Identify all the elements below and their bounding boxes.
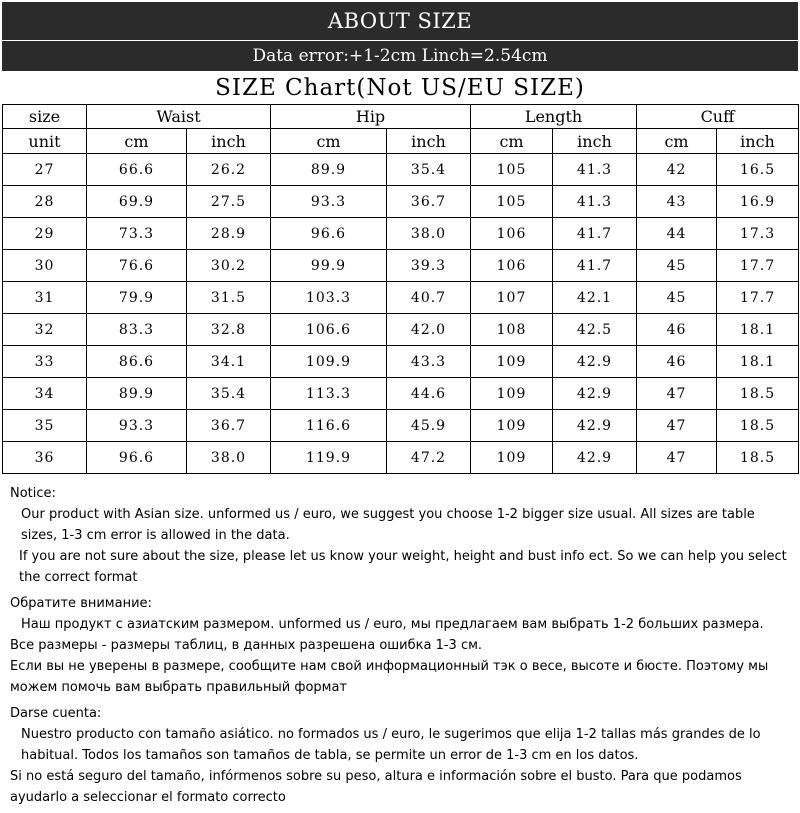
cuff-cm-cell: 45	[637, 250, 717, 282]
page-title: ABOUT SIZE	[2, 2, 798, 40]
length-inch-cell: 42.9	[553, 442, 637, 474]
length-cm-cell: 108	[471, 314, 553, 346]
table-row	[3, 410, 799, 442]
table-row	[3, 378, 799, 410]
hip-inch-cell: 47.2	[387, 442, 471, 474]
hip-cm-cell: 99.9	[271, 250, 387, 282]
size-cell: 27	[3, 154, 87, 186]
size-cell: 34	[3, 378, 87, 410]
hip-cm-cell: 93.3	[271, 186, 387, 218]
waist-inch-cell: 34.1	[187, 346, 271, 378]
length-inch-cell: 42.5	[553, 314, 637, 346]
waist-inch-cell: 30.2	[187, 250, 271, 282]
length-header: Length	[471, 105, 637, 129]
length-cm-cell: 109	[471, 378, 553, 410]
cuff-inch-cell: 18.5	[717, 410, 799, 442]
size-table	[2, 104, 799, 474]
data-error-note: Data error:+1-2cm Linch=2.54cm	[2, 40, 798, 71]
size-cell: 32	[3, 314, 87, 346]
unit-cell: cm	[271, 129, 387, 154]
hip-inch-cell: 42.0	[387, 314, 471, 346]
notice-heading: Darse cuenta:	[10, 706, 102, 721]
table-row	[3, 314, 799, 346]
cuff-header: Cuff	[637, 105, 799, 129]
waist-header: Waist	[87, 105, 271, 129]
waist-cm-cell: 66.6	[87, 154, 187, 186]
cuff-inch-cell: 18.1	[717, 346, 799, 378]
unit-cell: cm	[471, 129, 553, 154]
table-row	[3, 218, 799, 250]
cuff-inch-cell: 17.7	[717, 282, 799, 314]
waist-cm-cell: 76.6	[87, 250, 187, 282]
unit-cell: inch	[387, 129, 471, 154]
waist-cm-cell: 73.3	[87, 218, 187, 250]
waist-cm-cell: 86.6	[87, 346, 187, 378]
table-row	[3, 154, 799, 186]
notice-paragraph: Our product with Asian size. unformed us / euro, we suggest you choose 1-2 bigger size usual. All sizes are table sizes, 1-3 cm error is allowed in the data.	[21, 507, 755, 543]
table-row	[3, 442, 799, 474]
hip-inch-cell: 45.9	[387, 410, 471, 442]
cuff-inch-cell: 18.5	[717, 378, 799, 410]
cuff-inch-cell: 18.5	[717, 442, 799, 474]
waist-cm-cell: 69.9	[87, 186, 187, 218]
waist-inch-cell: 26.2	[187, 154, 271, 186]
size-cell: 29	[3, 218, 87, 250]
length-cm-cell: 107	[471, 282, 553, 314]
notice-russian	[10, 593, 795, 698]
table-row	[3, 346, 799, 378]
cuff-inch-cell: 17.3	[717, 218, 799, 250]
table-row	[3, 186, 799, 218]
waist-cm-cell: 96.6	[87, 442, 187, 474]
size-header: size	[3, 105, 87, 129]
waist-inch-cell: 28.9	[187, 218, 271, 250]
cuff-cm-cell: 47	[637, 442, 717, 474]
waist-inch-cell: 32.8	[187, 314, 271, 346]
cuff-cm-cell: 46	[637, 346, 717, 378]
notice-paragraph: Si no está seguro del tamaño, infórmenos sobre su peso, altura e información sobre el busto. Para que podamos ayudarlo a seleccionar el formato correcto	[10, 769, 742, 805]
cuff-cm-cell: 47	[637, 378, 717, 410]
hip-cm-cell: 116.6	[271, 410, 387, 442]
waist-cm-cell: 93.3	[87, 410, 187, 442]
notice-paragraph: Nuestro producto con tamaño asiático. no formados us / euro, le sugerimos que elija 1-2 tallas más grandes de lo habitual. Todos los tamaños son tamaños de tabla, se permite un error de 1-3 cm en los datos.	[21, 727, 761, 763]
length-inch-cell: 41.3	[553, 186, 637, 218]
cuff-cm-cell: 44	[637, 218, 717, 250]
hip-cm-cell: 113.3	[271, 378, 387, 410]
unit-cell: inch	[717, 129, 799, 154]
cuff-inch-cell: 16.5	[717, 154, 799, 186]
hip-inch-cell: 38.0	[387, 218, 471, 250]
notes-section	[10, 483, 795, 813]
cuff-cm-cell: 46	[637, 314, 717, 346]
length-inch-cell: 41.3	[553, 154, 637, 186]
notice-paragraph: If you are not sure about the size, please let us know your weight, height and bust info ect. So we can help you select the correct format	[19, 549, 787, 585]
length-cm-cell: 106	[471, 250, 553, 282]
waist-inch-cell: 31.5	[187, 282, 271, 314]
unit-cell: cm	[637, 129, 717, 154]
hip-cm-cell: 106.6	[271, 314, 387, 346]
notice-paragraph: Если вы не уверены в размере, сообщите нам свой информационный тэк о весе, высоте и бюсте. Поэтому мы можем помочь вам выбрать правильный формат	[10, 659, 769, 695]
size-cell: 30	[3, 250, 87, 282]
cuff-inch-cell: 18.1	[717, 314, 799, 346]
length-cm-cell: 105	[471, 186, 553, 218]
length-cm-cell: 109	[471, 442, 553, 474]
hip-inch-cell: 43.3	[387, 346, 471, 378]
length-inch-cell: 42.1	[553, 282, 637, 314]
size-cell: 28	[3, 186, 87, 218]
hip-cm-cell: 109.9	[271, 346, 387, 378]
waist-inch-cell: 38.0	[187, 442, 271, 474]
hip-header: Hip	[271, 105, 471, 129]
size-cell: 31	[3, 282, 87, 314]
table-row	[3, 282, 799, 314]
cuff-cm-cell: 42	[637, 154, 717, 186]
unit-cell: inch	[187, 129, 271, 154]
size-cell: 36	[3, 442, 87, 474]
group-header-row	[3, 105, 799, 129]
unit-header-row	[3, 129, 799, 154]
size-chart-title: SIZE Chart(Not US/EU SIZE)	[215, 75, 585, 101]
hip-inch-cell: 36.7	[387, 186, 471, 218]
cuff-cm-cell: 47	[637, 410, 717, 442]
cuff-cm-cell: 45	[637, 282, 717, 314]
waist-cm-cell: 89.9	[87, 378, 187, 410]
waist-inch-cell: 36.7	[187, 410, 271, 442]
length-inch-cell: 42.9	[553, 410, 637, 442]
notice-paragraph: Наш продукт с азиатским размером. unformed us / euro, мы предлагаем вам выбрать 1-2 больших размера.	[21, 617, 764, 632]
notice-english	[10, 483, 795, 588]
waist-cm-cell: 79.9	[87, 282, 187, 314]
length-cm-cell: 106	[471, 218, 553, 250]
unit-cell: cm	[87, 129, 187, 154]
size-cell: 35	[3, 410, 87, 442]
cuff-inch-cell: 17.7	[717, 250, 799, 282]
hip-cm-cell: 89.9	[271, 154, 387, 186]
notice-spanish	[10, 703, 795, 808]
hip-inch-cell: 40.7	[387, 282, 471, 314]
length-inch-cell: 42.9	[553, 346, 637, 378]
cuff-cm-cell: 43	[637, 186, 717, 218]
unit-label: unit	[3, 129, 87, 154]
notice-heading: Обратите внимание:	[10, 596, 152, 611]
waist-inch-cell: 35.4	[187, 378, 271, 410]
hip-inch-cell: 39.3	[387, 250, 471, 282]
length-inch-cell: 41.7	[553, 218, 637, 250]
notice-heading: Notice:	[10, 486, 56, 501]
unit-cell: inch	[553, 129, 637, 154]
length-inch-cell: 41.7	[553, 250, 637, 282]
length-inch-cell: 42.9	[553, 378, 637, 410]
size-cell: 33	[3, 346, 87, 378]
length-cm-cell: 109	[471, 346, 553, 378]
hip-inch-cell: 35.4	[387, 154, 471, 186]
length-cm-cell: 105	[471, 154, 553, 186]
hip-cm-cell: 103.3	[271, 282, 387, 314]
cuff-inch-cell: 16.9	[717, 186, 799, 218]
waist-inch-cell: 27.5	[187, 186, 271, 218]
hip-cm-cell: 96.6	[271, 218, 387, 250]
hip-cm-cell: 119.9	[271, 442, 387, 474]
table-row	[3, 250, 799, 282]
hip-inch-cell: 44.6	[387, 378, 471, 410]
length-cm-cell: 109	[471, 410, 553, 442]
waist-cm-cell: 83.3	[87, 314, 187, 346]
notice-paragraph: Все размеры - размеры таблиц, в данных разрешена ошибка 1-3 см.	[10, 638, 483, 653]
